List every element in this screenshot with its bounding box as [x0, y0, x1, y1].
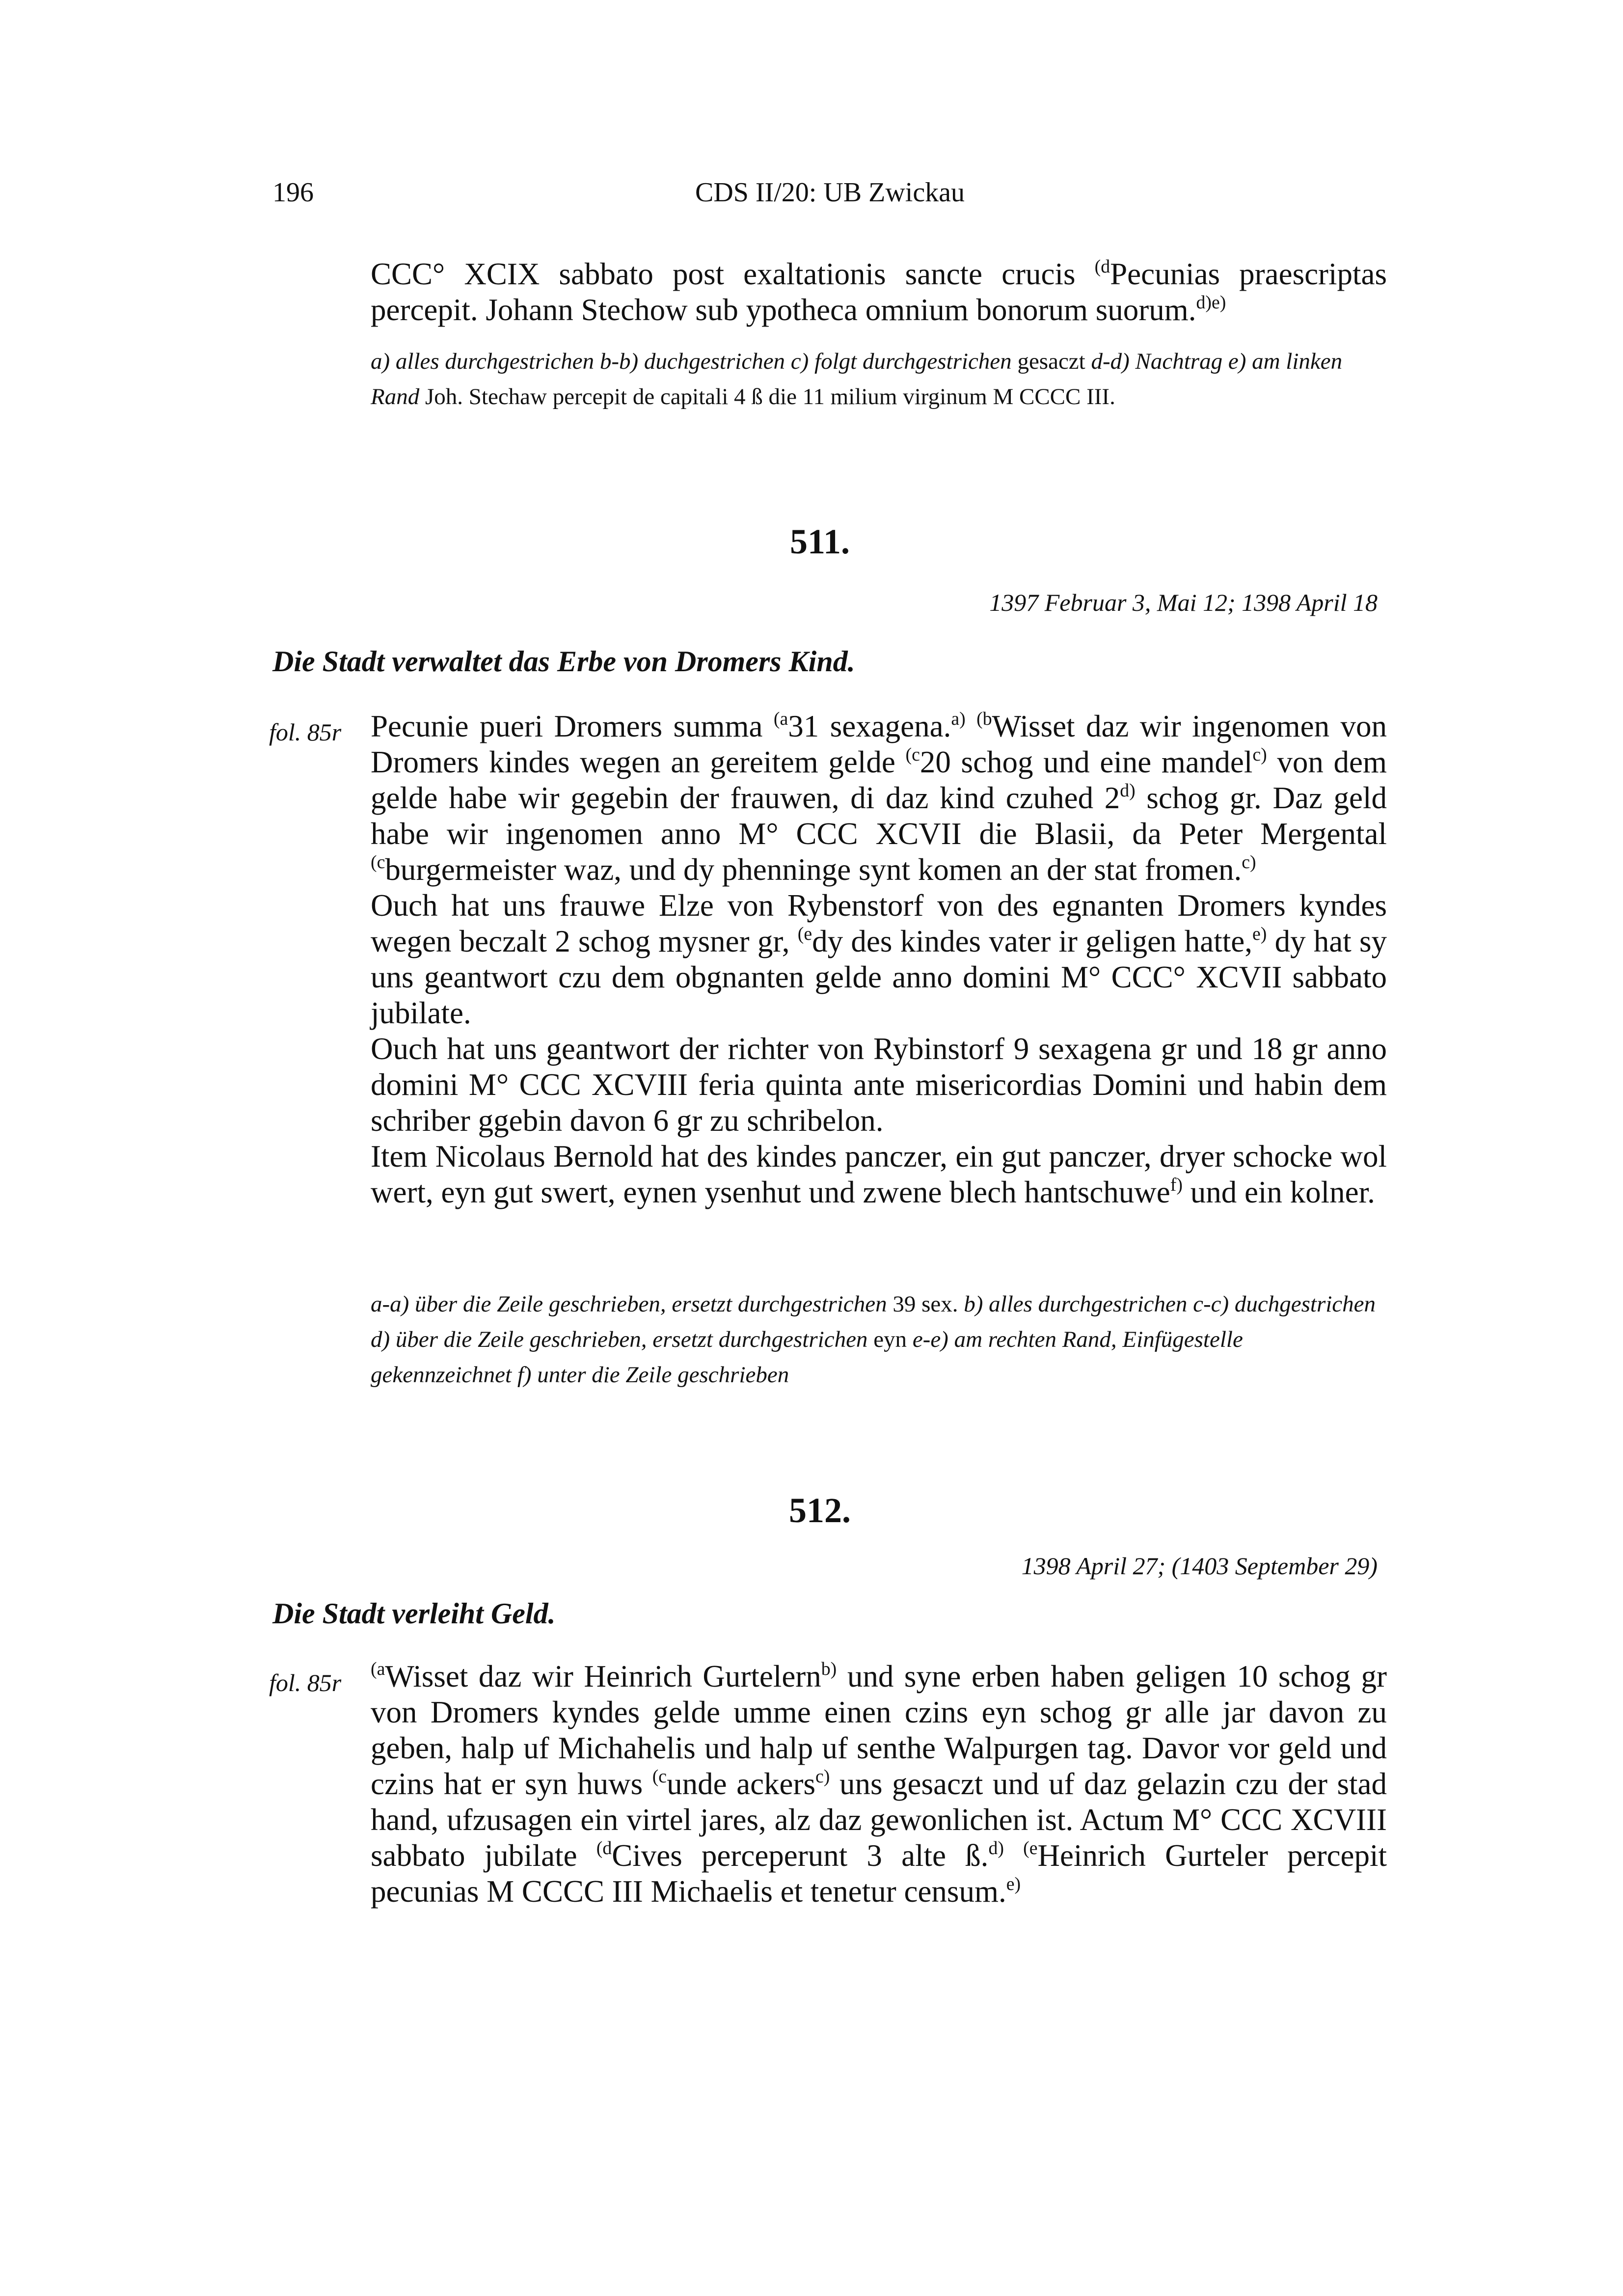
text-run: schog gr. Daz geld habe wir ingenomen anno M° CCC XCVII die Blasii, da Peter Mergental — [371, 781, 1387, 851]
note-marker: d) — [1120, 780, 1136, 801]
note-marker: c) — [815, 1766, 830, 1787]
text-run: dy des kindes vater ir geligen hatte, — [812, 924, 1252, 958]
text-run: Item Nicolaus Bernold hat des kindes panczer, ein gut panczer, dryer schocke wol wert, eyn gut swert, eynen ysenhut und zwene blech hantschuwe — [371, 1139, 1387, 1209]
note-marker: d)e) — [1196, 292, 1226, 313]
note-marker: d) — [988, 1838, 1004, 1859]
document-date-511: 1397 Februar 3, Mai 12; 1398 April 18 — [989, 589, 1378, 616]
note-marker: e) — [1252, 924, 1267, 945]
note-marker: f) — [1170, 1175, 1183, 1196]
folio-reference-512: fol. 85r — [269, 1669, 342, 1696]
apparatus-quote: 39 sex. — [893, 1291, 958, 1317]
text-run: burgermeister waz, und dy phenninge synt komen an der stat fromen. — [385, 852, 1242, 887]
critical-apparatus-previous — [371, 344, 1382, 414]
text-run — [1004, 1838, 1023, 1873]
note-marker: (e — [1023, 1838, 1038, 1859]
text-run: und ein kolner. — [1182, 1175, 1375, 1209]
document-text-512 — [371, 1659, 1387, 1910]
paragraph-2 — [371, 888, 1387, 1031]
document-number-512: 512. — [789, 1491, 851, 1530]
apparatus-quote: eyn — [873, 1327, 907, 1352]
text-run: uns gesaczt und uf daz gelazin czu der stad hand, ufzusagen ein virtel jares, alz daz gewonlichen ist. Actum M° CCC XCVIII sabbato jubilate — [371, 1767, 1387, 1873]
text-run: Ouch hat uns frauwe Elze von Rybenstorf von des egnanten Dromers kyndes wegen beczalt 2 schog mysner gr, — [371, 888, 1387, 958]
apparatus-text: d-d) Nachtrag e) am linken Rand — [371, 349, 1343, 410]
note-marker: (c — [905, 744, 920, 765]
text-run: Wisset daz wir ingenomen von Dromers kindes wegen an gereitem gelde — [371, 709, 1387, 779]
note-marker: e) — [1006, 1874, 1021, 1895]
text-run: 20 schog und eine mandel — [920, 745, 1253, 779]
apparatus-text: b) alles durchgestrichen c-c) duchgestrichen d) über die Zeile geschrieben, ersetzt durchgestrichen — [371, 1291, 1376, 1352]
running-head — [272, 177, 1387, 216]
paragraph-1 — [371, 1659, 1387, 1910]
note-marker: (a — [773, 709, 788, 730]
document-text-511 — [371, 709, 1387, 1210]
note-marker: c) — [1242, 852, 1256, 873]
note-marker: b) — [821, 1659, 837, 1680]
paragraph-4 — [371, 1139, 1387, 1210]
text-run: von dem gelde habe wir gegebin der frauwen, di daz kind czuhed 2 — [371, 745, 1387, 815]
note-marker: (e — [797, 924, 812, 945]
apparatus-quote: gesaczt — [1017, 349, 1085, 374]
text-run: Cives perceperunt 3 alte ß. — [612, 1838, 989, 1873]
text-run — [966, 709, 976, 743]
note-marker: (c — [371, 852, 385, 873]
text-run: Pecunias praescriptas percepit. Johann Stechow sub ypotheca omnium bonorum suorum. — [371, 257, 1387, 327]
apparatus-quote: Joh. Stechaw percepit de capitali 4 ß die 11 milium virginum M CCCC III. — [425, 384, 1115, 410]
note-marker: (a — [371, 1659, 385, 1680]
note-marker: c) — [1252, 744, 1267, 765]
text-run: unde ackers — [667, 1767, 815, 1801]
paragraph-3: Ouch hat uns geantwort der richter von Rybinstorf 9 sexagena gr und 18 gr anno domini M° CCC XCVIII feria quinta ante misericordias Domini und habin dem schriber ggebin davon 6 gr zu schribelon. — [371, 1032, 1387, 1138]
text-run: Wisset daz wir Heinrich Gurtelern — [385, 1659, 821, 1694]
page-number: 196 — [272, 177, 314, 208]
note-marker: (d — [1094, 256, 1110, 277]
document-number-511: 511. — [789, 522, 850, 561]
document-heading-511: Die Stadt verwaltet das Erbe von Dromers Kind. — [272, 645, 855, 678]
paragraph-1 — [371, 709, 1387, 888]
text-run: Heinrich Gurteler percepit pecunias M CCCC III Michaelis et tenetur censum. — [371, 1838, 1387, 1909]
note-marker: (b — [976, 709, 992, 730]
text-run: 31 sexagena. — [788, 709, 951, 743]
critical-apparatus-511 — [371, 1286, 1387, 1393]
apparatus-text: a) alles durchgestrichen b-b) duchgestrichen c) folgt durchgestrichen — [371, 349, 1018, 374]
text-run: dy hat sy uns geantwort czu dem obgnanten gelde anno domini M° CCC° XCVII sabbato jubilate. — [371, 924, 1387, 1030]
note-marker: (d — [596, 1838, 612, 1859]
apparatus-text: a-a) über die Zeile geschrieben, ersetzt durchgestrichen — [371, 1291, 893, 1317]
document-heading-512: Die Stadt verleiht Geld. — [272, 1597, 556, 1630]
document-date-512: 1398 April 27; (1403 September 29) — [1021, 1552, 1378, 1580]
folio-reference-511: fol. 85r — [269, 718, 342, 746]
text-run: und syne erben haben geligen 10 schog gr von Dromers kyndes gelde umme einen czins eyn schog gr alle jar davon zu geben, halp uf Michahelis und halp uf senthe Walpurgen tag. Davor vor geld und czins hat er syn huws — [371, 1659, 1387, 1801]
running-title: CDS II/20: UB Zwickau — [695, 177, 965, 208]
apparatus-text: e-e) am rechten Rand, Einfügestelle gekennzeichnet f) unter die Zeile geschrieben — [371, 1327, 1243, 1388]
text-run: CCC° XCIX sabbato post exaltationis sancte crucis — [371, 257, 1095, 291]
note-marker: a) — [951, 709, 966, 730]
continuation-text — [371, 256, 1387, 328]
note-marker: (c — [652, 1766, 667, 1787]
text-run: Pecunie pueri Dromers summa — [371, 709, 774, 743]
